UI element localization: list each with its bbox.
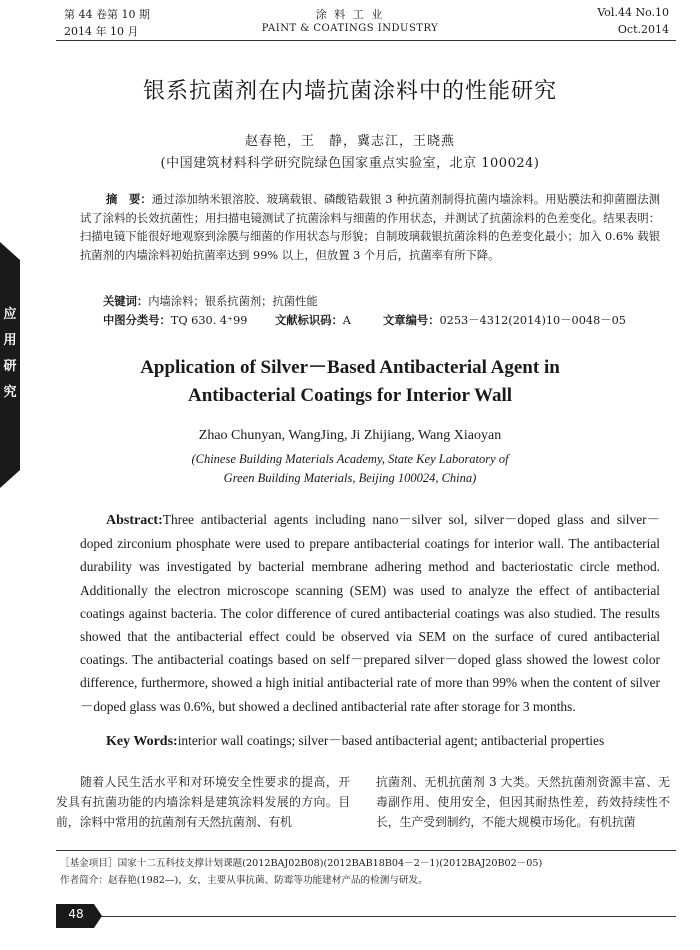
header-volume-en: Vol.44 No.10: [597, 6, 669, 19]
keywords-en-text: interior wall coatings; silver－based antibacterial agent; antibacterial properties: [177, 733, 605, 748]
author-bio-label: 作者简介：: [60, 875, 108, 886]
doc-value: A: [342, 314, 351, 327]
side-tab-char: 用: [3, 333, 17, 348]
authors-cn: 赵春艳，王 静，冀志江，王晓燕: [244, 134, 455, 149]
keywords-en: [106, 730, 604, 750]
affiliation-en: [0, 450, 700, 488]
abstract-en-text: Three antibacterial agents including nano－silver sol, silver－doped glass and silver－doped zirconium phosphate were used to prepare antibacterial coatings for interior wall. The antibacterial durability was investigated by bacterial membrane adhering method and bacteriostatic circle method. Additionally the electron microscope scanning (SEM) was used to analyze the effect of antibacterial coatings against bacteria. The color difference of cured antibacterial coatings was also studied. The results showed that the antibacterial effect could be observed via SEM on the surface of cured antibacterial coatings. The antibacterial coatings based on self－prepared silver－doped glass showed the lowest color difference, furthermore, showed a high initial antibacterial rate of more than 99% when the content of silver－doped glass was 0.6%, but showed a declined antibacterial rate after storage for 3 months.: [80, 512, 660, 714]
footnote: [60, 855, 670, 889]
running-header: [0, 0, 700, 40]
footnote-rule: [56, 850, 676, 851]
title-en-line2: Antibacterial Coatings for Interior Wall: [187, 385, 513, 406]
body-column-right: 抗菌剂、无机抗菌剂 3 大类。天然抗菌剂资源丰富、无毒副作用、使用安全，但因其耐热性差，药效持续性不长，生产受到制约，不能大规模市场化。有机抗菌: [376, 775, 670, 829]
page-number-tab: [56, 904, 102, 928]
header-journal-en: PAINT & COATINGS INDUSTRY: [261, 23, 439, 34]
header-volume-cn: 第 44 卷第 10 期: [64, 8, 150, 21]
article-label: 文章编号：: [383, 314, 440, 327]
header-date-cn: 2014 年 10 月: [64, 25, 139, 38]
abstract-en: [80, 508, 660, 718]
doc-code: [275, 312, 351, 328]
side-tab-char: 研: [3, 359, 17, 374]
author-bio-text: 赵春艳(1982—)，女，主要从事抗菌、防霉等功能建材产品的检测与研发。: [107, 875, 428, 886]
keywords-cn: [103, 293, 318, 309]
article-title-en: [0, 354, 700, 410]
abstract-cn-label: 摘 要：: [106, 193, 152, 206]
body-column-left: 随着人民生活水平和对环境安全性要求的提高，开发具有抗菌功能的内墙涂料是建筑涂料发展的方向。目前，涂料中常用的抗菌剂有天然抗菌剂、有机: [56, 775, 350, 829]
side-tab-char: 究: [3, 385, 17, 400]
fund-label: ［基金项目］: [60, 858, 118, 869]
fund-note: [60, 855, 670, 872]
keywords-cn-text: 内墙涂料；银系抗菌剂；抗菌性能: [148, 295, 318, 308]
abstract-en-label: Abstract:: [106, 513, 163, 528]
affiliation-en-line1: (Chinese Building Materials Academy, State Key Laboratory of: [191, 452, 509, 466]
title-en-line1: Application of Silver－Based Antibacterial Agent in: [140, 357, 560, 378]
clc-number: [103, 312, 247, 328]
doc-label: 文献标识码：: [275, 314, 343, 327]
keywords-cn-label: 关键词：: [103, 295, 149, 308]
affiliation-cn: (中国建筑材料科学研究院绿色国家重点实验室，北京 100024): [160, 156, 540, 171]
footer-rule: [56, 916, 676, 917]
keywords-en-label: Key Words:: [106, 734, 178, 749]
article-title-cn: 银系抗菌剂在内墙抗菌涂料中的性能研究: [142, 79, 557, 104]
page-number: 48: [68, 907, 84, 921]
article-value: 0253－4312(2014)10－0048－05: [439, 314, 626, 327]
side-tab-char: 应: [3, 307, 17, 322]
authors-en: Zhao Chunyan, WangJing, Ji Zhijiang, Wang Xiaoyan: [198, 428, 502, 443]
abstract-cn-text: 通过添加纳米银溶胶、玻璃载银、磷酸锆载银 3 种抗菌剂制得抗菌内墙涂料。用贴膜法和抑菌圈法测试了涂料的长效抗菌性；用扫描电镜测试了抗菌涂料与细菌的作用状态，并测试了抗菌涂料的色差变化。结果表明：扫描电镜下能很好地观察到涂膜与细菌的作用状态与形貌；自制玻璃载银抗菌涂料的色差变化最小；加入 0.6% 载银抗菌剂的内墙涂料初始抗菌率达到 99% 以上，但放置 3 个月后，抗菌率有所下降。: [80, 193, 660, 262]
clc-label: 中图分类号：: [103, 314, 171, 327]
affiliation-en-line2: Green Building Materials, Beijing 100024, China): [223, 471, 477, 485]
header-journal-cn: 涂 料 工 业: [315, 8, 385, 21]
header-rule: [56, 40, 676, 41]
article-number: [383, 312, 626, 328]
clc-value: TQ 630. 4⁺99: [170, 314, 248, 327]
fund-text: 国家十二五科技支撑计划课题(2012BAJ02B08)(2012BAB18B04－2－1)(2012BAJ20B02－05): [117, 858, 543, 869]
header-date-en: Oct.2014: [617, 23, 669, 36]
abstract-cn: [80, 191, 660, 265]
author-bio: [60, 872, 670, 889]
